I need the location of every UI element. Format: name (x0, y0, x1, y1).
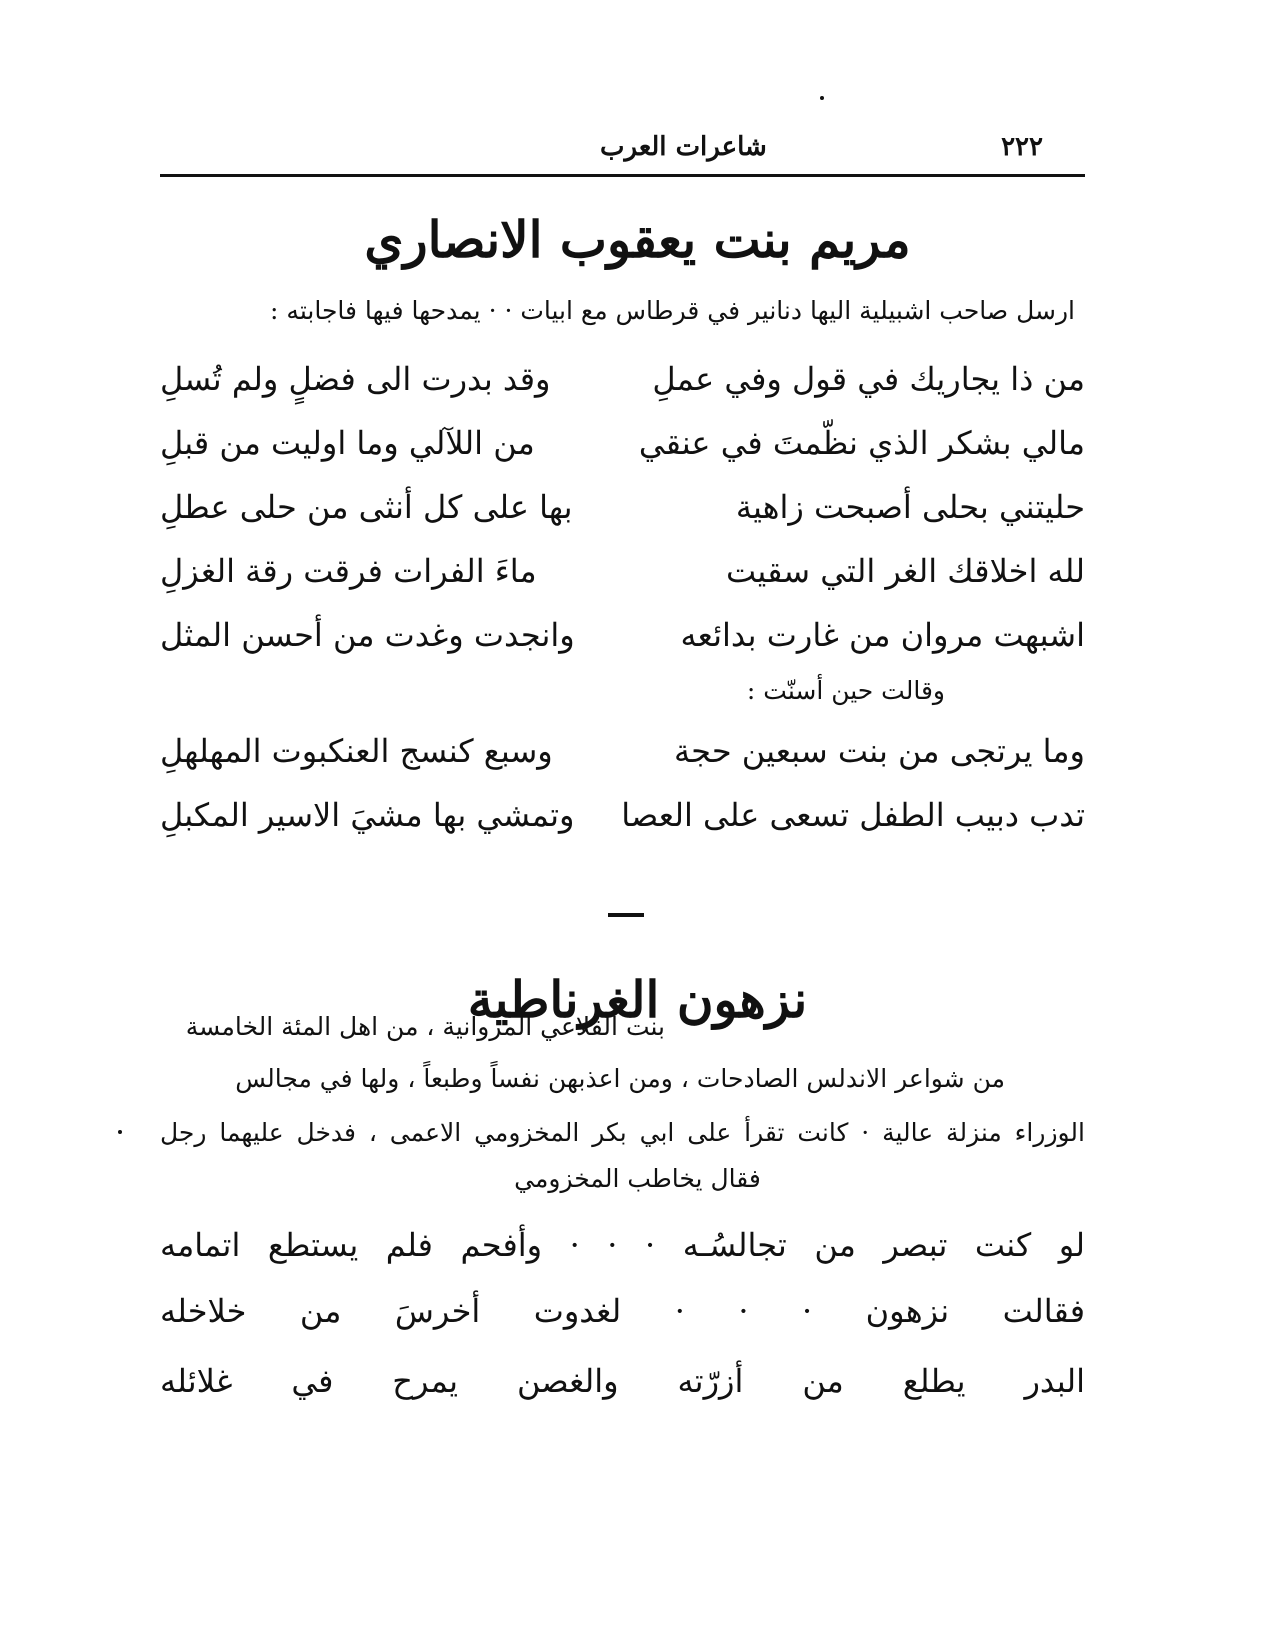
verse (160, 552, 1085, 612)
verse-line: البدر يطلع من أزرّته والغصن يمرح في غلائله (160, 1362, 1086, 1400)
verse-second-hemistich: وتمشي بها مشيَ الاسير المكبلِ (160, 796, 575, 834)
verse-second-hemistich: من اللآلي وما اوليت من قبلِ (160, 424, 535, 462)
bio-line: الوزراء منزلة عالية · كانت تقرأ على ابي بكر المخزومي الاعمى ، فدخل عليهما رجل (160, 1118, 1085, 1147)
verse-first-hemistich: حليتني بحلى أصبحت زاهية (735, 488, 1085, 526)
speck (820, 96, 824, 100)
section-title-nazhun: نزهون الغرناطية (467, 970, 808, 1029)
section-subtitle: بنت القلاعي المروانية ، من اهل المئة الخامسة (185, 1012, 665, 1041)
verse (160, 796, 1085, 856)
verse-second-hemistich: وسبع كنسج العنكبوت المهلهلِ (160, 732, 553, 770)
verse (160, 424, 1085, 484)
verse-second-hemistich: وقد بدرت الى فضلٍ ولم تُسلِ (160, 360, 551, 398)
verse-line: فقالت نزهون · · · لغدوت أخرسَ من خلاخله (160, 1292, 1085, 1330)
transition-line: وقالت حين أسنّت : (746, 676, 945, 705)
section-divider (608, 913, 644, 917)
section-title-maryam: مريم بنت يعقوب الانصاري (364, 210, 911, 269)
verse (160, 488, 1085, 548)
verse-first-hemistich: تدب دبيب الطفل تسعى على العصا (621, 796, 1085, 834)
verse-second-hemistich: بها على كل أنثى من حلى عطلِ (160, 488, 573, 526)
verse-second-hemistich: ماءَ الفرات فرقت رقة الغزلِ (160, 552, 537, 590)
verse-first-hemistich: مالي بشكر الذي نظّمتَ في عنقي (638, 424, 1085, 462)
verse (160, 732, 1085, 792)
bio-line: من شواعر الاندلس الصادحات ، ومن اعذبهن نفساً وطبعاً ، ولها في مجالس (235, 1064, 1005, 1093)
lead-line: فقال يخاطب المخزومي (514, 1164, 761, 1193)
verse-line: لو كنت تبصر من تجالسُـه · · · وأفحم فلم يستطع اتمامه (160, 1226, 1086, 1264)
verse-first-hemistich: لله اخلاقك الغر التي سقيت (726, 552, 1085, 590)
page-header (160, 128, 1085, 177)
speck (118, 1130, 122, 1134)
verse-first-hemistich: من ذا يجاريك في قول وفي عملِ (652, 360, 1085, 398)
verse-first-hemistich: وما يرتجى من بنت سبعين حجة (674, 732, 1085, 770)
running-title: شاعرات العرب (600, 132, 767, 162)
page-number: ٢٢٢ (1001, 132, 1043, 162)
verse (160, 360, 1085, 420)
section-intro: ارسل صاحب اشبيلية اليها دنانير في قرطاس مع ابيات · · يمدحها فيها فاجابته : (270, 296, 1075, 325)
verse (160, 616, 1085, 676)
verse-second-hemistich: وانجدت وغدت من أحسن المثل (160, 616, 575, 654)
verse-first-hemistich: اشبهت مروان من غارت بدائعه (680, 616, 1085, 654)
